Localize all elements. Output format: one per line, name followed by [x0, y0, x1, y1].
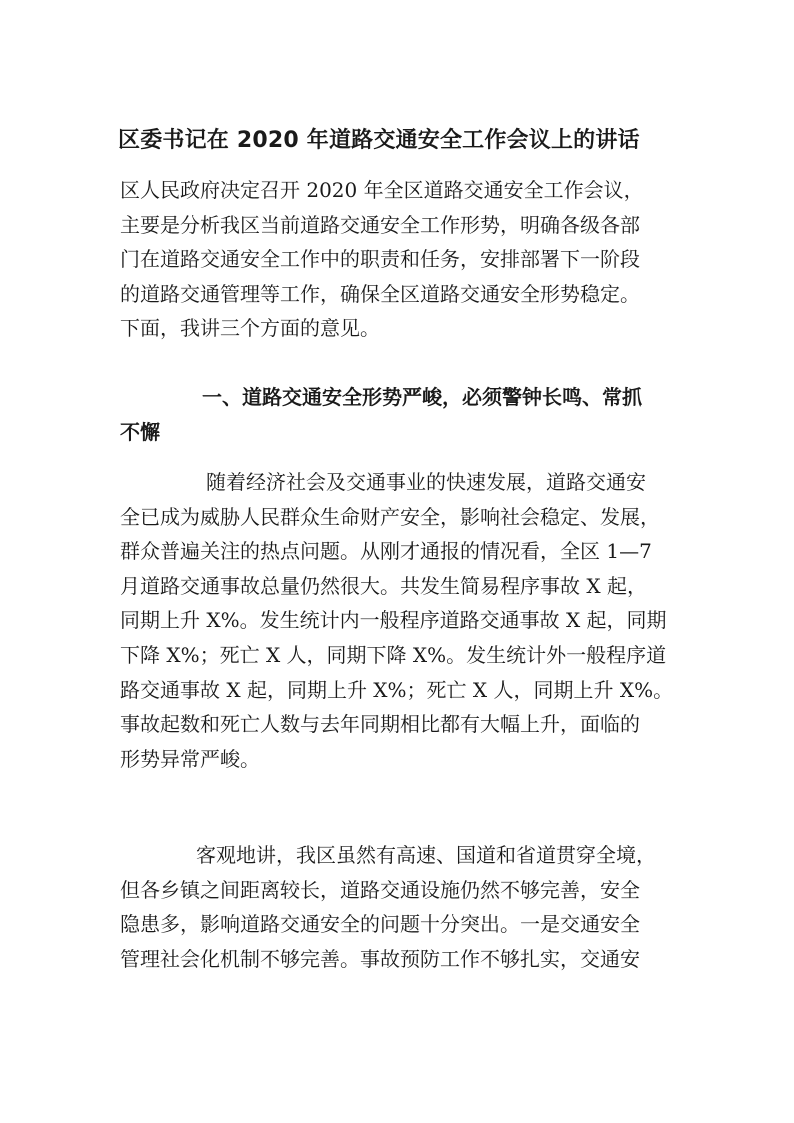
- text-line: 客观地讲，我区虽然有高速、国道和省道贯穿全境，: [196, 843, 656, 867]
- text-line: 门在道路交通安全工作中的职责和任务，安排部署下一阶段: [120, 247, 640, 272]
- text-line: 全已成为威胁人民群众生命财产安全，影响社会稳定、发展，: [120, 504, 660, 529]
- text-line: 群众普遍关注的热点问题。从刚才通报的情况看，全区 1—7: [120, 539, 652, 564]
- text-line: 的道路交通管理等工作，确保全区道路交通安全形势稳定。: [120, 281, 640, 306]
- document-title: 区委书记在 2020 年道路交通安全工作会议上的讲话: [118, 128, 640, 153]
- paragraph-2: [120, 838, 680, 976]
- text-line: 但各乡镇之间距离较长，道路交通设施仍然不够完善，安全: [120, 877, 640, 902]
- text-line: 同期上升 X%。发生统计内一般程序道路交通事故 X 起，同期: [120, 608, 667, 633]
- text-line: 区人民政府决定召开 2020 年全区道路交通安全工作会议，: [120, 178, 644, 202]
- text-line: 下降 X%；死亡 X 人，同期下降 X%。发生统计外一般程序道: [120, 642, 667, 667]
- heading-line: 不懈: [120, 419, 160, 444]
- text-line: 管理社会化机制不够完善。事故预防工作不够扎实，交通安: [120, 946, 640, 971]
- intro-paragraph: [120, 173, 680, 346]
- text-line: 下面，我讲三个方面的意见。: [120, 316, 380, 341]
- text-line: 隐患多，影响道路交通安全的问题十分突出。一是交通安全: [120, 912, 640, 937]
- text-line: 事故起数和死亡人数与去年同期相比都有大幅上升，面临的: [120, 712, 640, 737]
- text-line: 主要是分析我区当前道路交通安全工作形势，明确各级各部: [120, 212, 640, 237]
- heading-line: 一、道路交通安全形势严峻，必须警钟长鸣、常抓: [202, 385, 642, 409]
- text-line: 形势异常严峻。: [120, 746, 260, 771]
- paragraph-1: [120, 465, 680, 776]
- text-line: 随着经济社会及交通事业的快速发展，道路交通安: [206, 470, 646, 494]
- text-line: 月道路交通事故总量仍然很大。共发生简易程序事故 X 起，: [120, 573, 647, 598]
- text-line: 路交通事故 X 起，同期上升 X%；死亡 X 人，同期上升 X%。: [120, 677, 674, 702]
- section-heading-1: [120, 380, 680, 449]
